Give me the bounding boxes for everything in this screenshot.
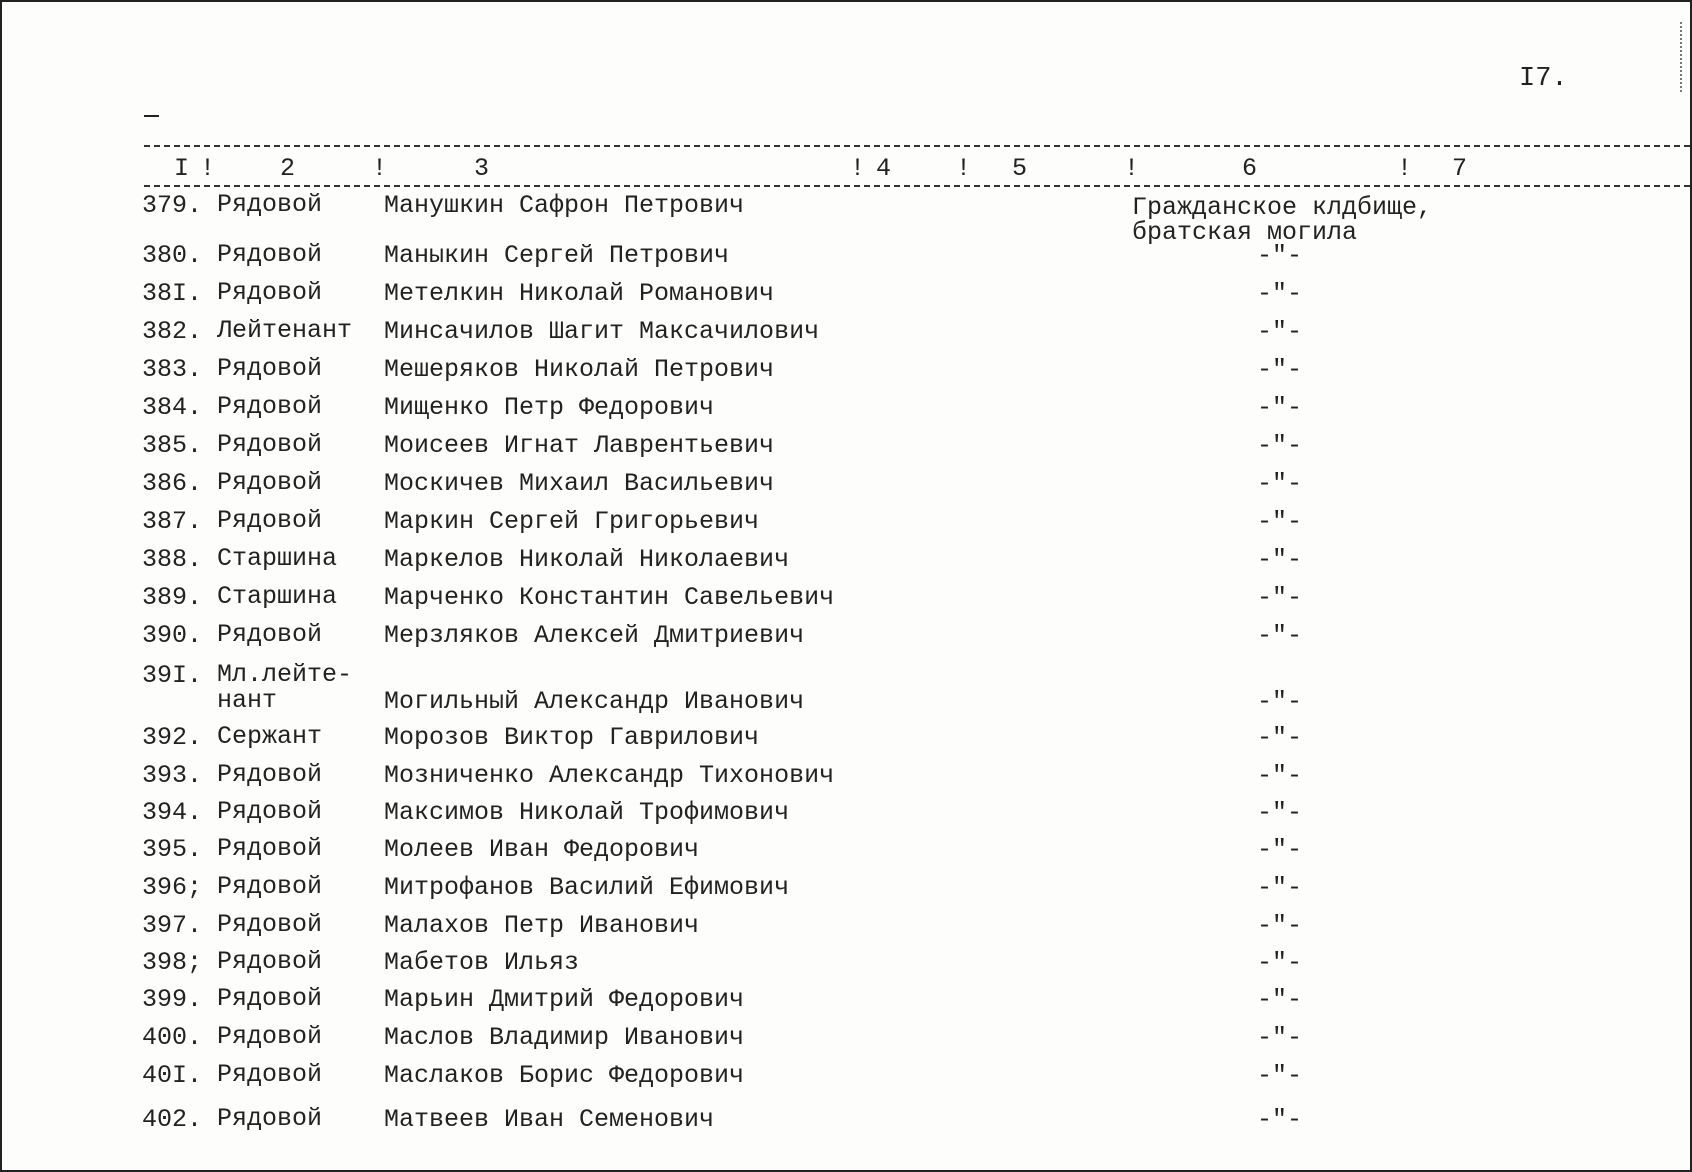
page-number: I7. [1519,64,1568,94]
record-burial-place: -"- [1257,583,1303,612]
record-rank: Рядовой [217,984,323,1013]
record-rank: Рядовой [217,240,323,269]
record-name: Мищенко Петр Федорович [384,393,715,422]
burial-place-first [1132,195,1432,245]
record-burial-place: -"- [1257,279,1303,308]
record-number: 393. [142,761,203,790]
column-number-2: 2 [280,154,296,183]
column-separator: ! [1124,154,1140,183]
record-name: Метелкин Николай Романович [384,279,775,308]
record-rank: Рядовой [217,797,323,826]
record-rank: Рядовой [217,1104,323,1133]
record-rank: Старшина [217,544,338,573]
record-burial-place: -"- [1257,469,1303,498]
record-burial-place: -"- [1257,687,1303,716]
record-burial-place: -"- [1257,985,1303,1014]
record-rank: Рядовой [217,506,323,535]
record-rank: Рядовой [217,430,323,459]
margin-marks [1668,22,1682,92]
record-rank: Рядовой [217,872,323,901]
record-number: 394. [142,798,203,827]
record-rank: Рядовой [217,278,323,307]
record-name: Мерзляков Алексей Дмитриевич [384,621,805,650]
record-name: Маслаков Борис Федорович [384,1061,745,1090]
column-separator: ! [956,154,972,183]
record-burial-place: -"- [1257,507,1303,536]
record-rank: Лейтенант [217,316,353,345]
record-name: Максимов Николай Трофимович [384,798,790,827]
record-rank: Рядовой [217,468,323,497]
record-rank: Рядовой [217,1022,323,1051]
record-burial-place: -"- [1257,873,1303,902]
header-top-rule [144,145,1690,147]
column-separator: ! [372,154,388,183]
column-number-6: 6 [1242,154,1258,183]
record-number: 388. [142,545,203,574]
column-separator: ! [1397,154,1413,183]
record-number: 386. [142,469,203,498]
record-name: Маныкин Сергей Петрович [384,241,730,270]
record-number: 389. [142,583,203,612]
record-name: Марченко Константин Савельевич [384,583,835,612]
record-rank: Рядовой [217,620,323,649]
record-rank: Рядовой [217,834,323,863]
record-burial-place: -"- [1257,1105,1303,1134]
record-name: Марьин Дмитрий Федорович [384,985,745,1014]
record-burial-place: -"- [1257,1023,1303,1052]
record-burial-place: -"- [1257,835,1303,864]
record-burial-place: -"- [1257,723,1303,752]
record-number: 38I. [142,279,203,308]
record-rank: Рядовой [217,947,323,976]
record-number: 395. [142,835,203,864]
record-name: Москичев Михаил Васильевич [384,469,775,498]
record-name: Минсачилов Шагит Максачилович [384,317,820,346]
record-number: 392. [142,723,203,752]
column-number-7: 7 [1452,154,1468,183]
record-number: 399. [142,985,203,1014]
record-name: Морозов Виктор Гаврилович [384,723,760,752]
record-name: Маслов Владимир Иванович [384,1023,745,1052]
record-number: 385. [142,431,203,460]
column-number-3: 3 [474,154,490,183]
record-name: Матвеев Иван Семенович [384,1105,715,1134]
record-rank: Старшина [217,582,338,611]
record-number: 384. [142,393,203,422]
column-number-5: 5 [1012,154,1028,183]
record-number: 398; [142,948,203,977]
record-number: 39I. [142,661,203,690]
record-burial-place: -"- [1257,621,1303,650]
record-burial-place: -"- [1257,798,1303,827]
record-name: Моисеев Игнат Лаврентьевич [384,431,775,460]
record-burial-place: -"- [1257,317,1303,346]
record-rank: Мл.лейте- нант [217,660,353,715]
record-burial-place: -"- [1257,911,1303,940]
record-burial-place: -"- [1257,761,1303,790]
record-burial-place: -"- [1257,1061,1303,1090]
record-name: Могильный Александр Иванович [384,687,805,716]
column-number-1: I [174,154,190,183]
record-name: Мозниченко Александр Тихонович [384,761,835,790]
record-burial-place: -"- [1257,393,1303,422]
record-rank: Рядовой [217,354,323,383]
record-name: Маркин Сергей Григорьевич [384,507,760,536]
header-bottom-rule [144,185,1690,187]
record-name: Мешеряков Николай Петрович [384,355,775,384]
record-burial-place: -"- [1257,431,1303,460]
burial-line-2: братская могила [1132,218,1358,247]
record-burial-place: -"- [1257,545,1303,574]
record-burial-place: -"- [1257,241,1303,270]
record-name: Мабетов Ильяз [384,948,580,977]
record-name: Молеев Иван Федорович [384,835,700,864]
record-rank: Сержант [217,722,323,751]
record-rank: Рядовой [217,392,323,421]
record-number: 400. [142,1023,203,1052]
record-number: 382. [142,317,203,346]
record-number: 387. [142,507,203,536]
record-number: 380. [142,241,203,270]
record-number: 402. [142,1105,203,1134]
record-number: 379. [142,191,203,220]
record-name: Малахов Петр Иванович [384,911,700,940]
record-burial-place: -"- [1257,355,1303,384]
record-number: 40I. [142,1061,203,1090]
record-name: Митрофанов Василий Ефимович [384,873,790,902]
record-number: 396; [142,873,203,902]
record-name: Манушкин Сафрон Петрович [384,191,745,220]
record-burial-place: -"- [1257,948,1303,977]
record-rank: Рядовой [217,1060,323,1089]
record-number: 397. [142,911,203,940]
record-number: 383. [142,355,203,384]
record-name: Маркелов Николай Николаевич [384,545,790,574]
stray-mark [144,115,159,117]
burial-line-1: Гражданское клдбище, [1132,193,1433,222]
record-number: 390. [142,621,203,650]
column-number-4: 4 [876,154,892,183]
record-rank: Рядовой [217,910,323,939]
record-rank: Рядовой [217,760,323,789]
column-separator: ! [850,154,866,183]
record-rank: Рядовой [217,190,323,219]
column-separator: ! [200,154,216,183]
